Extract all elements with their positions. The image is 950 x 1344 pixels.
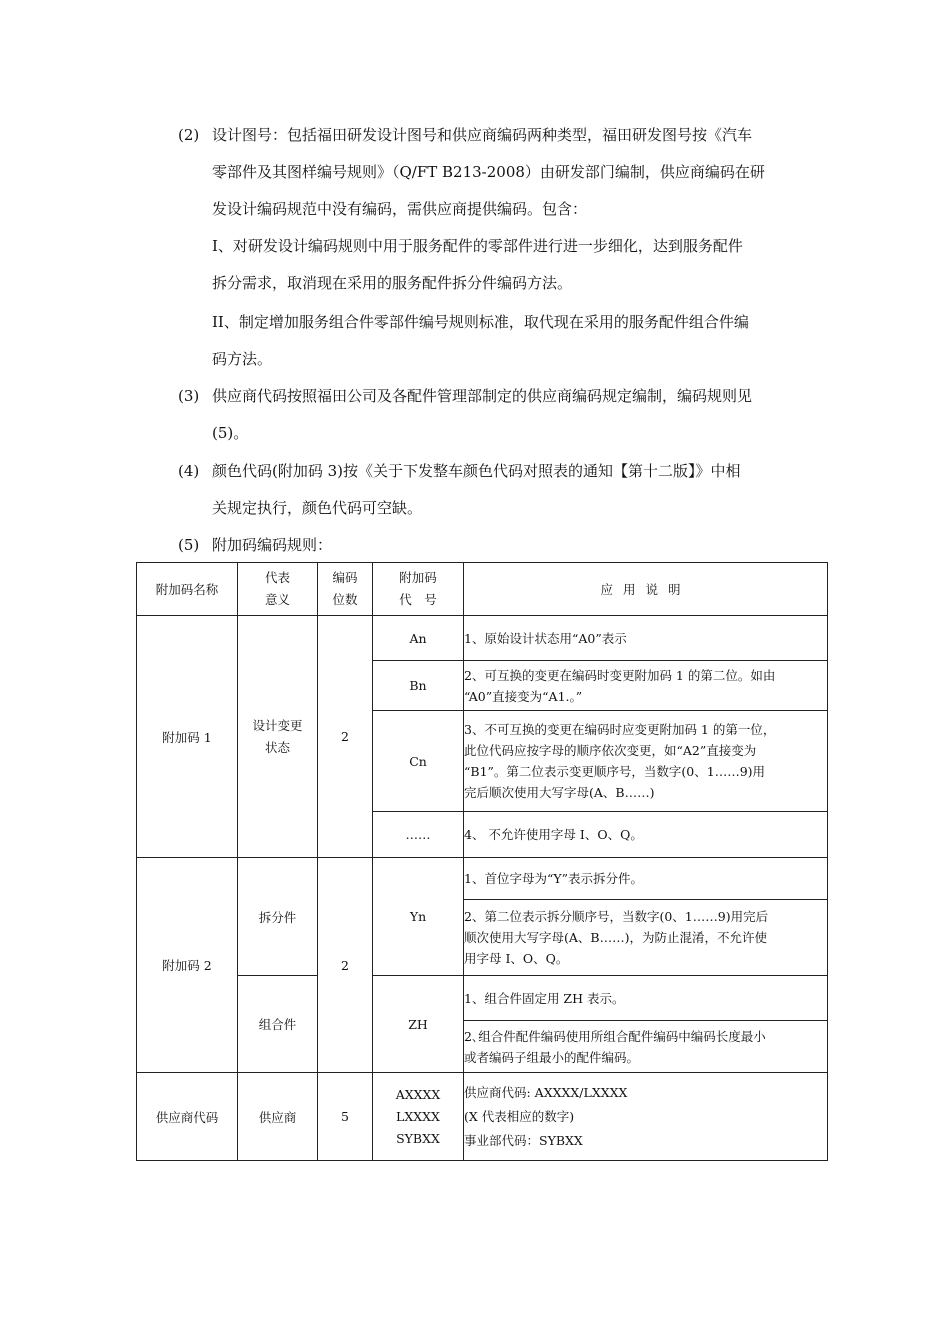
group1-meaning: 设计变更 状态 (238, 616, 318, 858)
roman-item-2-line-2: 码方法。 (212, 350, 273, 368)
group2-combo-description-1: 1、组合件固定用 ZH 表示。 (464, 976, 828, 1021)
group2-combo-meaning: 组合件 (238, 976, 318, 1073)
paragraph-3-line-2: (5)。 (212, 424, 249, 442)
group3-codes: AXXXX LXXXX SYBXX (373, 1073, 464, 1161)
group2-split-code: Yn (373, 858, 464, 976)
group3-name: 供应商代码 (137, 1073, 238, 1161)
paragraph-text: 供应商代码按照福田公司及各配件管理部制定的供应商编码规定编制，编码规则见 (212, 387, 753, 405)
paragraph-number: (4) (178, 462, 200, 480)
group3-description: 供应商代码: AXXXX/LXXXX (X 代表相应的数字) 事业部代码：SYBXX (464, 1073, 828, 1161)
group1-description: 3、不可互换的变更在编码时应变更附加码 1 的第一位， 此位代码应按字母的顺序依次变更，如“A2”直接变为 “B1”。第二位表示变更顺序号，当数字(0、1……9)用 完后顺次使用大写字母(A、B……) (464, 711, 828, 812)
roman-item-2-line-1: II、制定增加服务组合件零部件编号规则标准，取代现在采用的服务配件组合件编 (212, 313, 749, 331)
paragraph-4-line-1 (178, 461, 741, 481)
header-name: 附加码名称 (137, 563, 238, 616)
header-description: 应用说明 (464, 563, 828, 616)
group1-code: Bn (373, 661, 464, 711)
paragraph-number: (3) (178, 387, 200, 405)
header-digits: 编码 位数 (318, 563, 373, 616)
group1-name: 附加码 1 (137, 616, 238, 858)
group1-code: …… (373, 812, 464, 858)
group2-combo-description-2: 2､组合件配件编码使用所组合配件编码中编码长度最小 或者编码子组最小的配件编码。 (464, 1021, 828, 1073)
group1-digits: 2 (318, 616, 373, 858)
paragraph-2-line-3: 发设计编码规范中没有编码，需供应商提供编码。包含： (212, 200, 588, 218)
group3-digits: 5 (318, 1073, 373, 1161)
paragraph-text: 附加码编码规则： (212, 536, 333, 554)
paragraph-text: 设计图号：包括福田研发设计图号和供应商编码两种类型，福田研发图号按《汽车 (212, 126, 753, 144)
group3-meaning: 供应商 (238, 1073, 318, 1161)
group1-description: 1、原始设计状态用“A0”表示 (464, 616, 828, 661)
paragraph-2-line-1 (178, 125, 752, 145)
paragraph-number: (5) (178, 536, 200, 554)
paragraph-2-line-2: 零部件及其图样编号规则》（Q/FT B213-2008）由研发部门编制，供应商编码在研 (212, 163, 765, 181)
roman-item-1-line-2: 拆分需求，取消现在采用的服务配件拆分件编码方法。 (212, 274, 573, 292)
additional-code-rules-table (136, 562, 828, 1161)
paragraph-text: 颜色代码(附加码 3)按《关于下发整车颜色代码对照表的通知【第十二版】》中相 (212, 462, 741, 480)
group2-split-meaning: 拆分件 (238, 858, 318, 976)
group1-description: 2、可互换的变更在编码时变更附加码 1 的第二位。如由 “A0”直接变为“A1.。” (464, 661, 828, 711)
table-row (137, 858, 828, 900)
group2-name: 附加码 2 (137, 858, 238, 1073)
header-code: 附加码 代 号 (373, 563, 464, 616)
group2-digits: 2 (318, 858, 373, 1073)
group2-split-description-1: 1、首位字母为“Y”表示拆分件。 (464, 858, 828, 900)
paragraph-number: (2) (178, 126, 200, 144)
group1-code: Cn (373, 711, 464, 812)
group2-combo-code: ZH (373, 976, 464, 1073)
roman-item-1-line-1: Ⅰ、对研发设计编码规则中用于服务配件的零部件进行进一步细化，达到服务配件 (212, 237, 743, 255)
table-row (137, 1073, 828, 1161)
paragraph-4-line-2: 关规定执行，颜色代码可空缺。 (212, 499, 423, 517)
table-row (137, 616, 828, 661)
paragraph-5-line-1 (178, 535, 332, 555)
paragraph-3-line-1 (178, 386, 752, 406)
table-header-row (137, 563, 828, 616)
group1-code: An (373, 616, 464, 661)
group1-description: 4、 不允许使用字母 I、O、Q。 (464, 812, 828, 858)
group2-split-description-2: 2、第二位表示拆分顺序号，当数字(0、1……9)用完后 顺次使用大写字母(A、B……)，为防止混淆，不允许使 用字母 I、O、Q。 (464, 900, 828, 976)
table-row (137, 976, 828, 1021)
header-meaning: 代表 意义 (238, 563, 318, 616)
